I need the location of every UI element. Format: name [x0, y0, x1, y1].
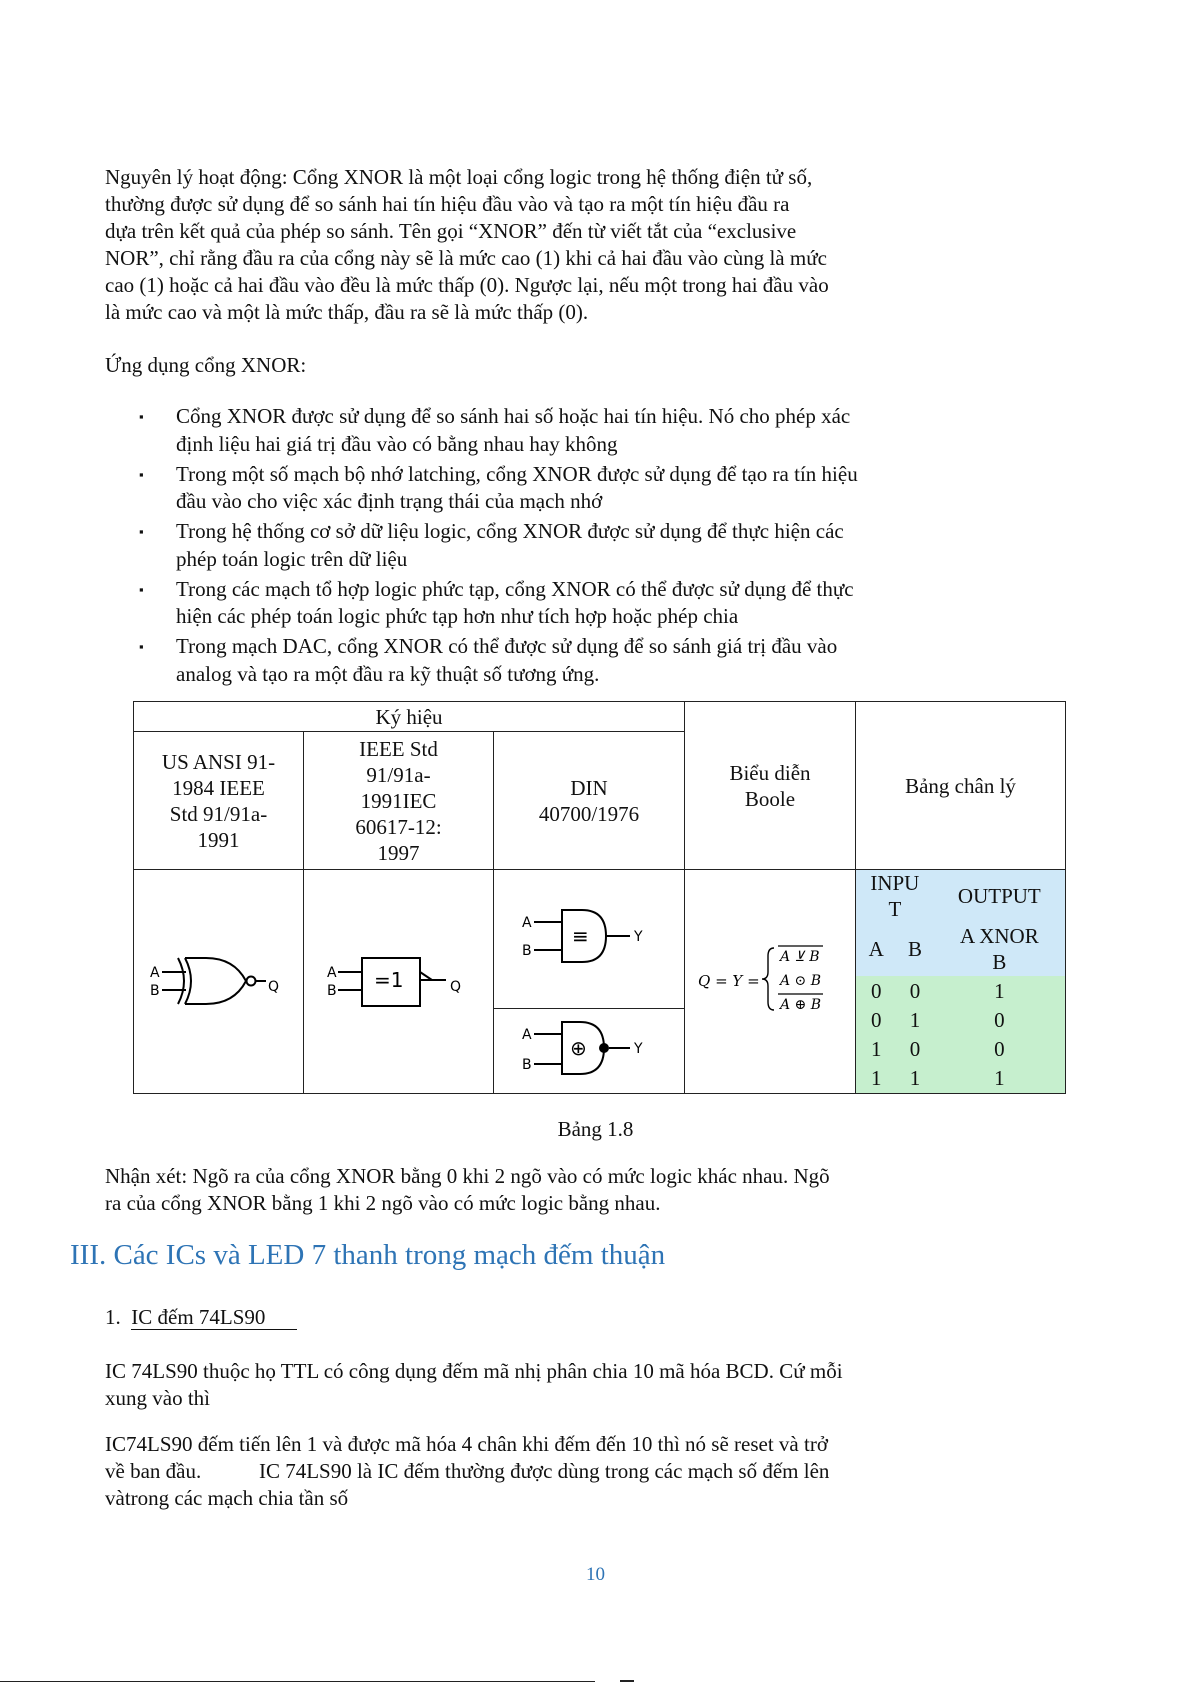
ieee-header: IEEE Std 91/91a- 1991IEC 60617-12: 1997 [304, 732, 494, 870]
text-line: Nguyên lý hoạt động: Cổng XNOR là một loại cổng logic trong hệ thống điện tử số, [105, 165, 813, 189]
col-a: A [868, 937, 884, 962]
pin-a-label: A [326, 964, 337, 981]
boole-term: A ⊻ B [779, 948, 820, 965]
subsection-title: IC đếm 74LS90 [131, 1305, 297, 1330]
subsection-heading [105, 1305, 297, 1330]
pin-b-label: B [326, 982, 337, 999]
text-line: vàtrong các mạch chia tần số [105, 1486, 349, 1510]
footer-divider [0, 1681, 595, 1682]
xor-icon: ⊕ [570, 1035, 587, 1060]
pin-b-label: B [149, 982, 160, 999]
bullet-icon: ▪ [139, 524, 144, 539]
xnor-symbol-table [133, 701, 1066, 1094]
truth-table [856, 870, 1065, 1093]
text-line: Nhận xét: Ngõ ra của cổng XNOR bằng 0 khi 2 ngõ vào có mức logic khác nhau. Ngõ [105, 1164, 830, 1188]
text-line: NOR”, chỉ rằng đầu ra của cổng này sẽ là mức cao (1) khi cả hai đầu vào cùng là mức [105, 246, 827, 270]
ieee-symbol-cell [304, 870, 494, 1094]
pin-a-label: A [149, 964, 160, 981]
text-line: dựa trên kết quả của phép so sánh. Tên gọi “XNOR” đến từ viết tắt của “exclusive [105, 219, 797, 243]
table-row: 0 1 0 [856, 1006, 1065, 1035]
text-line: xung vào thì [105, 1386, 210, 1410]
equiv-icon: ≡ [572, 924, 589, 949]
xor-din-icon [514, 1010, 664, 1086]
xnor-ansi-icon [144, 934, 294, 1024]
bullet-icon: ▪ [139, 581, 144, 597]
pin-a-label: A [522, 915, 532, 932]
table-row: 1 0 0 [856, 1035, 1065, 1064]
intro-paragraph [105, 164, 945, 326]
text-line: cao (1) hoặc cả hai đầu vào đều là mức thấp (0). Ngược lại, nếu một trong hai đầu vào [105, 273, 829, 297]
out-y-label: Y [634, 1040, 643, 1057]
list-item: ▪ Cổng XNOR được sử dụng để so sánh hai số hoặc hai tín hiệu. Nó cho phép xác định liệu hai giá trị đầu vào có bằng nhau hay không [139, 404, 851, 456]
table-row: 1 1 1 [856, 1064, 1065, 1093]
text-line: về ban đầu. IC 74LS90 là IC đếm thường được dùng trong các mạch số đếm lên [105, 1459, 830, 1483]
bullet-icon: ▪ [139, 639, 144, 654]
boole-term: A ⊕ B [779, 996, 821, 1013]
out-q-label: Q [267, 978, 279, 995]
output-label: OUTPUT [957, 884, 1041, 909]
applications-list [105, 403, 965, 691]
text-line: thường được sử dụng để so sánh hai tín hiệu đầu vào và tạo ra một tín hiệu đầu ra [105, 192, 790, 216]
iec-label: =1 [373, 967, 403, 992]
col-b: B [908, 937, 923, 962]
footer-mark [620, 1680, 634, 1682]
ansi-symbol-cell [134, 870, 304, 1094]
text-line: IC 74LS90 thuộc họ TTL có công dụng đếm mã nhị phân chia 10 mã hóa BCD. Cứ mỗi [105, 1359, 843, 1383]
boole-header: Biểu diễn Boole [685, 702, 856, 870]
subsection-number: 1. [105, 1305, 121, 1329]
bullet-icon: ▪ [139, 466, 144, 482]
pin-b-label: B [522, 943, 532, 960]
din-symbol-cell-2 [494, 1008, 685, 1093]
boole-cell [685, 870, 856, 1094]
list-item: ▪ Trong một số mạch bộ nhớ latching, cổng XNOR được sử dụng để tạo ra tín hiệu đầu vào cho việc xác định trạng thái của mạch nhớ [139, 461, 858, 513]
boole-term: A ⊙ B [779, 972, 821, 989]
table-row: 0 0 1 [856, 976, 1065, 1005]
applications-heading: Ứng dụng cổng XNOR: [105, 353, 307, 377]
ic-counting-paragraph [105, 1431, 945, 1512]
input-label: INPU T [870, 871, 920, 922]
ansi-header: US ANSI 91- 1984 IEEE Std 91/91a- 1991 [134, 732, 304, 870]
col-xnor: A XNOR B [959, 924, 1039, 975]
text-line: ra của cổng XNOR bằng 1 khi 2 ngõ vào có mức logic bằng nhau. [105, 1191, 661, 1215]
xnor-din-icon [514, 896, 664, 976]
list-item: ▪ Trong các mạch tổ hợp logic phức tạp, cổng XNOR có thể được sử dụng để thực hiện các phép toán logic phức tạp hơn như tích hợp hoặc phép chia [139, 576, 854, 628]
boole-expression [688, 934, 853, 1024]
din-symbol-cell-1 [494, 870, 685, 1008]
section-heading: III. Các ICs và LED 7 thanh trong mạch đếm thuận [70, 1239, 666, 1271]
xnor-iec-icon [324, 934, 474, 1024]
list-item: ▪ Trong hệ thống cơ sở dữ liệu logic, cổng XNOR được sử dụng để thực hiện các phép toán logic trên dữ liệu [139, 519, 844, 571]
out-y-label: Y [634, 929, 643, 946]
text-line: là mức cao và một là mức thấp, đầu ra sẽ là mức thấp (0). [105, 300, 589, 324]
remark-paragraph [105, 1163, 945, 1217]
table-caption: Bảng 1.8 [557, 1117, 634, 1141]
text-line: IC74LS90 đếm tiến lên 1 và được mã hóa 4 chân khi đếm đến 10 thì nó sẽ reset và trở [105, 1432, 828, 1456]
ic-description-paragraph [105, 1358, 945, 1412]
out-q-label: Q [449, 978, 461, 995]
symbol-header: Ký hiệu [134, 702, 685, 732]
truth-table-cell [856, 870, 1066, 1094]
din-header: DIN 40700/1976 [494, 732, 685, 870]
bullet-icon: ▪ [139, 409, 144, 424]
truth-table-header: Bảng chân lý [856, 702, 1066, 870]
pin-a-label: A [522, 1026, 532, 1043]
page-number: 10 [586, 1564, 605, 1585]
list-item: ▪ Trong mạch DAC, cổng XNOR có thể được sử dụng để so sánh giá trị đầu vào analog và tạo ra một đầu ra kỹ thuật số tương ứng. [139, 634, 838, 686]
boole-lhs: Q = Y = [697, 971, 760, 990]
pin-b-label: B [522, 1056, 532, 1073]
